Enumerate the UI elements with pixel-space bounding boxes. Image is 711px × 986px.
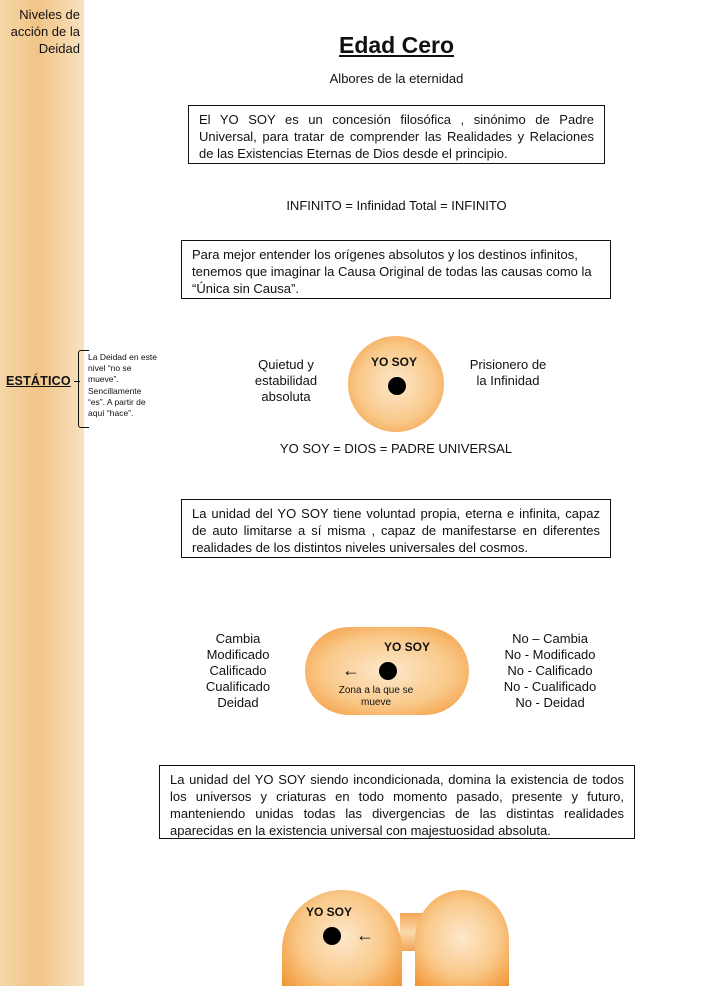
right-item: No - Deidad: [515, 695, 585, 710]
diagram1-right-text: Prisionero de la Infinidad: [469, 357, 547, 388]
center-dot: [388, 377, 406, 395]
diagram2-right-list: [490, 631, 610, 711]
equation-yo-soy-dios: YO SOY = DIOS = PADRE UNIVERSAL: [279, 441, 513, 456]
left-item: Calificado: [209, 663, 267, 678]
left-item: Deidad: [217, 695, 259, 710]
right-item: No – Cambia: [512, 631, 588, 646]
left-item: Cualificado: [205, 679, 271, 694]
zone-label: Zona a la que se mueve: [338, 685, 414, 708]
text-box-causa-original: Para mejor entender los orígenes absolutos y los destinos infinitos, tenemos que imaginar la Causa Original de todas las causas como la “Única sin Causa”.: [181, 240, 611, 299]
second-sphere: [415, 890, 509, 986]
right-item: No - Modificado: [504, 647, 596, 662]
sidebar-title: Niveles de acción de la Deidad: [10, 7, 80, 56]
page-title: Edad Cero: [338, 32, 455, 58]
text-box-voluntad: La unidad del YO SOY tiene voluntad propia, eterna e infinita, capaz de auto limitarse a sí misma , capaz de manifestarse en diferentes realidades de los distintos niveles universales del cosmos.: [181, 499, 611, 558]
left-item: Cambia: [215, 631, 261, 646]
diagram2-left-list: [188, 631, 288, 711]
text-box-incondicionada: La unidad del YO SOY siendo incondicionada, domina la existencia de todos los universos y criaturas en todo momento pasado, presente y futuro, manteniendo unidas todas las divergencias de las distintas realidades aparecidas en la existencia universal con majestuosidad absoluta.: [159, 765, 635, 839]
left-item: Modificado: [206, 647, 270, 662]
sphere-label: YO SOY: [371, 355, 418, 369]
right-item: No - Calificado: [507, 663, 593, 678]
equation-infinito: INFINITO = Infinidad Total = INFINITO: [286, 198, 507, 213]
pill-label: YO SOY: [384, 640, 431, 654]
text-box-yo-soy: El YO SOY es un concesión filosófica , sinónimo de Padre Universal, para tratar de comprender las Realidades y Relaciones de las Existencias Eternas de Dios desde el principio.: [188, 105, 605, 164]
page-subtitle: Albores de la eternidad: [329, 71, 464, 86]
diagram1-left-text: Quietud y estabilidad absoluta: [254, 357, 318, 404]
arrow-left-icon: ←: [356, 925, 374, 945]
sidebar: [0, 0, 84, 986]
center-dot: [379, 662, 397, 680]
center-dot: [323, 927, 341, 945]
right-item: No - Cualificado: [503, 679, 597, 694]
sphere3-label: YO SOY: [306, 905, 353, 919]
level-note: La Deidad en este nivel “no se mueve”. Sencillamente “es”. A partir de aquí “hace”.: [88, 352, 157, 419]
level-label-estatico: ESTÁTICO: [6, 374, 71, 388]
arrow-left-icon: ←: [342, 660, 360, 680]
